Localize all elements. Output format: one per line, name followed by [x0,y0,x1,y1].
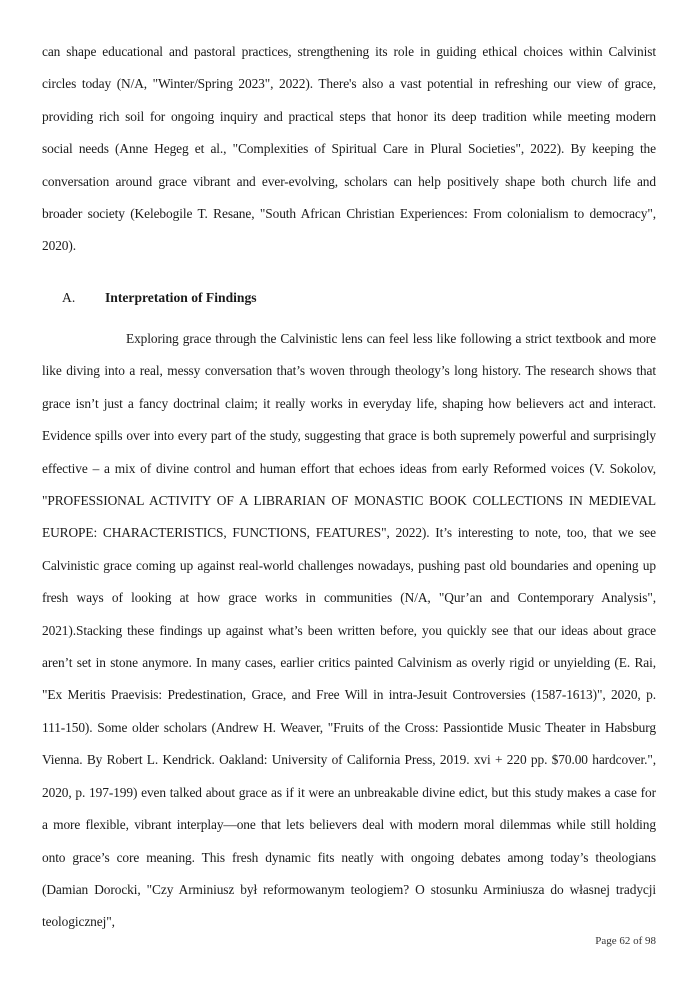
section-heading [62,286,257,310]
intro-paragraph: can shape educational and pastoral practices, strengthening its role in guiding ethical choices within Calvinist circles today (N/A, "Winter/Spring 2023", 2022). There's also a vast potential in refreshing our view of grace, providing rich soil for ongoing inquiry and practical steps that honor its deep tradition while meeting modern social needs (Anne Hegeg et al., "Complexities of Spiritual Care in Plural Societies", 2022). By keeping the conversation around grace vibrant and ever-evolving, scholars can help positively shape both church life and broader society (Kelebogile T. Resane, "South African Christian Experiences: From colonialism to democracy", 2020). [42,44,656,254]
page-number: Page 62 of 98 [595,935,656,947]
findings-paragraph: Exploring grace through the Calvinistic lens can feel less like following a strict textbook and more like diving into a real, messy conversation that’s woven through theology’s long history. The research shows that grace isn’t just a fancy doctrinal claim; it really works in everyday life, shaping how believers act and interact. Evidence spills over into every part of the study, suggesting that grace is both supremely powerful and surprisingly effective – a mix of divine control and human effort that echoes ideas from early Reformed voices (V. Sokolov, "PROFESSIONAL ACTIVITY OF A LIBRARIAN OF MONASTIC BOOK COLLECTIONS IN MEDIEVAL EUROPE: CHARACTERISTICS, FUNCTIONS, FEATURES", 2022). It’s interesting to note, too, that we see Calvinistic grace coming up against real-world challenges nowadays, pushing past old boundaries and opening up fresh ways of looking at how grace works in communities (N/A, "Qur’an and Contemporary Analysis", 2021).Stacking these findings up against what’s been written before, you quickly see that our ideas about grace aren’t set in stone anymore. In many cases, earlier critics painted Calvinism as overly rigid or unyielding (E. Rai, "Ex Meritis Praevisis: Predestination, Grace, and Free Will in intra-Jesuit Controversies (1587-1613)", 2020, p. 111-150). Some older scholars (Andrew H. Weaver, "Fruits of the Cross: Passiontide Music Theater in Habsburg Vienna. By Robert L. Kendrick. Oakland: University of California Press, 2019. xvi + 220 pp. $70.00 hardcover.", 2020, p. 197-199) even talked about grace as if it were an unbreakable divine edict, but this study makes a case for a more flexible, vibrant interplay—one that lets believers deal with modern moral dilemmas while still holding onto grace’s core meaning. This fresh dynamic fits neatly with ongoing debates among today’s theologians (Damian Dorocki, "Czy Arminiusz był reformowanym teologiem? O stosunku Arminiusza do własnej tradycji teologicznej", [42,331,656,930]
section-title: Interpretation of Findings [105,290,257,305]
section-number: A. [62,290,76,305]
